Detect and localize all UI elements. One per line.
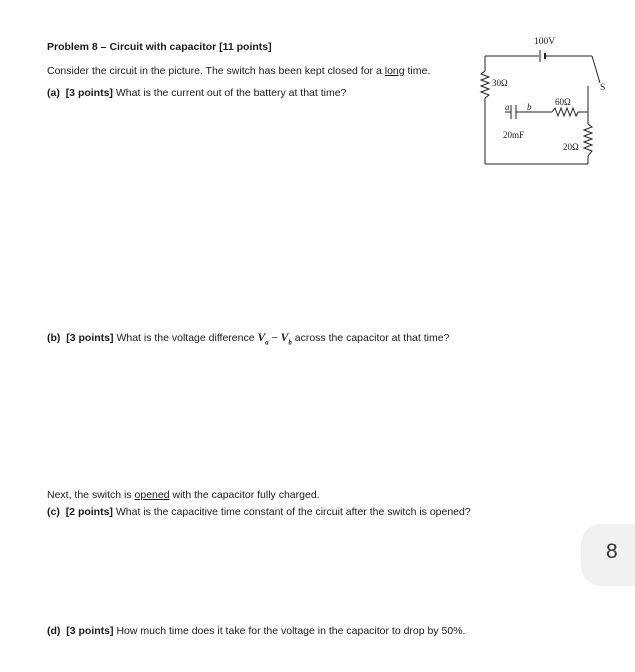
battery-label: 100V xyxy=(534,37,556,47)
intro-underlined-word: long xyxy=(384,65,405,77)
problem-intro xyxy=(47,65,430,78)
question-d-text: How much time does it take for the voltage in the capacitor to drop by 50%. xyxy=(116,625,466,637)
question-c xyxy=(47,506,471,519)
capacitor-label: 20mF xyxy=(503,130,525,140)
question-b-points: [3 points] xyxy=(66,332,114,344)
problem-title: Problem 8 – Circuit with capacitor [11 points] xyxy=(47,41,272,53)
transition-text xyxy=(47,489,320,502)
minus-sign: − xyxy=(268,332,281,344)
resistor-30-ohm xyxy=(481,71,489,98)
transition-text-1: Next, the switch is xyxy=(47,489,135,501)
question-b-text-1: What is the voltage difference xyxy=(116,332,258,344)
switch-blade xyxy=(592,56,600,83)
question-d xyxy=(47,625,465,638)
intro-text-1: Consider the circuit in the picture. The switch has been kept closed for a xyxy=(47,65,385,77)
node-a-label: a xyxy=(505,102,510,112)
resistor-60-ohm xyxy=(552,108,578,116)
resistor-30-label: 30Ω xyxy=(492,78,508,88)
voltage-b: $V_b$ xyxy=(280,332,292,347)
question-d-label: (d) xyxy=(47,625,61,637)
intro-text-2: time. xyxy=(404,65,431,77)
resistor-60-label: 60Ω xyxy=(555,97,571,107)
circuit-diagram xyxy=(470,28,620,173)
resistor-20-label: 20Ω xyxy=(563,142,579,152)
node-b-label: b xyxy=(527,102,532,112)
resistor-20-ohm xyxy=(584,124,592,156)
question-a-text: What is the current out of the battery at that time? xyxy=(115,87,347,99)
question-d-points: [3 points] xyxy=(66,625,114,637)
voltage-a: $V_a$ xyxy=(257,332,269,347)
transition-underlined-word: opened xyxy=(134,489,170,501)
question-c-points: [2 points] xyxy=(65,506,113,518)
question-a-points: [3 points] xyxy=(65,87,113,99)
question-b-label: (b) xyxy=(47,332,61,344)
question-a xyxy=(47,87,346,100)
question-a-label: (a) xyxy=(47,87,60,99)
question-c-label: (c) xyxy=(47,506,60,518)
page-number: 8 xyxy=(606,540,618,563)
transition-text-2: with the capacitor fully charged. xyxy=(169,489,320,501)
question-b-text-2: across the capacitor at that time? xyxy=(291,332,450,344)
question-c-text: What is the capacitive time constant of the circuit after the switch is opened? xyxy=(115,506,471,518)
switch-label: S xyxy=(600,83,606,93)
question-b xyxy=(47,332,449,349)
